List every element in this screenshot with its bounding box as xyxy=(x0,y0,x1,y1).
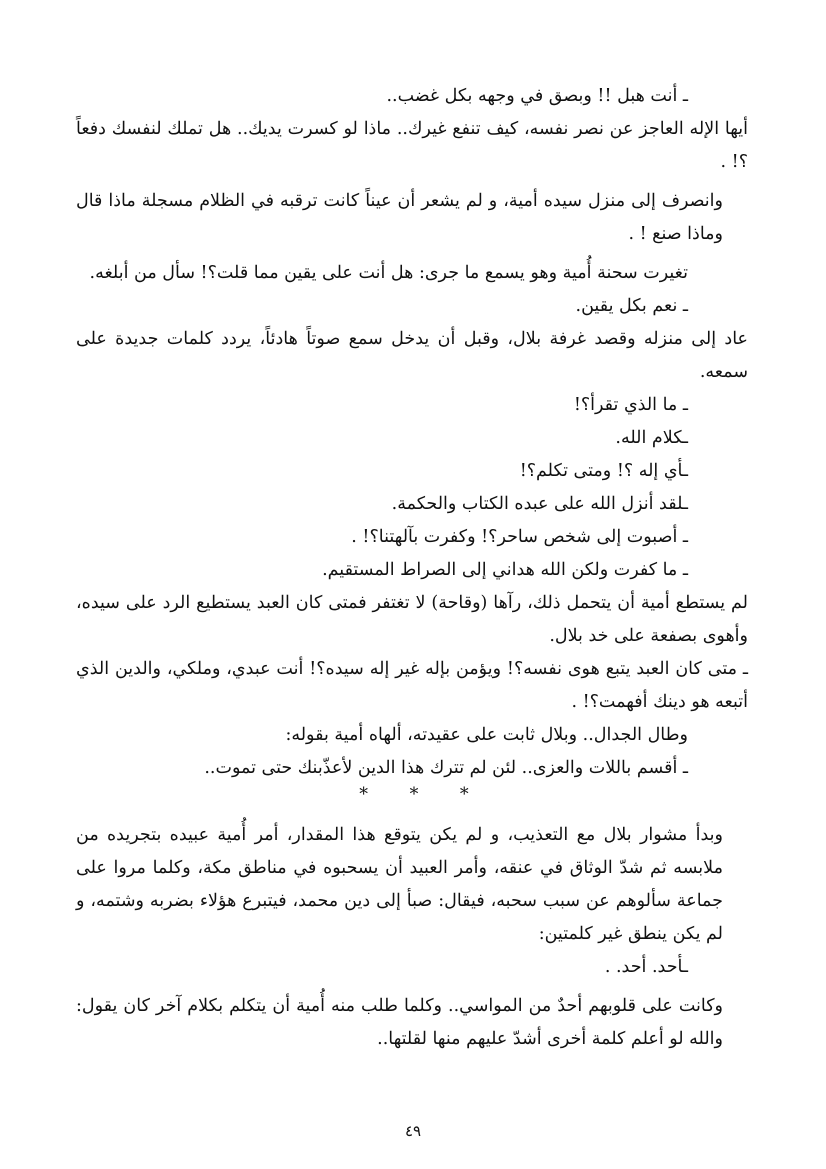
paragraph: لم يستطع أمية أن يتحمل ذلك، رآها (وقاحة) لا تغتفر فمتى كان العبد يستطيع الرد على سيده، وأهوى بصفعة على خد بلال. xyxy=(76,593,748,646)
paragraph: وبدأ مشوار بلال مع التعذيب، و لم يكن يتوقع هذا المقدار، أمر أُمية عبيده بتجريده من ملابسه ثم شدّ الوثاق في عنقه، وأمر العبيد أن يسحبوه في مناطق مكة، وكلما مروا على جماعة سألوهم عن سبب سحبه، فيقال: صبأ إلى دين محمد، فيتبرع هؤلاء بضربه وشتمه، و لم يكن ينطق غير كلمتين: xyxy=(76,825,723,944)
paragraph: ـأحد. أحد. . xyxy=(604,957,688,977)
paragraph: تغيرت سحنة أُمية وهو يسمع ما جرى: هل أنت على يقين مما قلت؟! سأل من أبلغه. xyxy=(89,263,688,283)
page-number: ٤٩ xyxy=(404,1122,422,1140)
paragraph: ـ أنت هبل !! وبصق في وجهه بكل غضب.. xyxy=(386,86,688,106)
paragraph: وكانت على قلوبهم أحدٌ من المواسي.. وكلما طلب منه أُمية أن يتكلم بكلام آخر كان يقول: والله لو أعلم كلمة أخرى أشدّ عليهم منها لقلتها.. xyxy=(76,996,723,1049)
paragraph: وطال الجدال.. وبلال ثابت على عقيدته، ألهاه أمية بقوله: xyxy=(285,725,688,745)
paragraph: وانصرف إلى منزل سيده أمية، و لم يشعر أن عيناً كانت ترقبه في الظلام مسجلة ماذا قال وماذا صنع ! . xyxy=(76,191,723,244)
paragraph: ـ ما الذي تقرأ؟! xyxy=(573,395,688,415)
paragraph: ـ ما كفرت ولكن الله هداني إلى الصراط المستقيم. xyxy=(322,560,688,580)
paragraph: ـ متى كان العبد يتبع هوى نفسه؟! ويؤمن بإله غير إله سيده؟! أنت عبدي، وملكي، والدين الذي أتبعه هو دينك أفهمت؟! . xyxy=(76,659,748,712)
paragraph: ـ أصبوت إلى شخص ساحر؟! وكفرت بآلهتنا؟! . xyxy=(351,527,688,547)
paragraph: ـ أقسم باللات والعزى.. لئن لم تترك هذا الدين لأعذّبنك حتى تموت.. xyxy=(204,758,688,778)
paragraph: ـكلام الله. xyxy=(615,428,688,448)
paragraph: ـأي إله ؟! ومتى تكلم؟! xyxy=(519,461,688,481)
paragraph: ـ نعم بكل يقين. xyxy=(575,296,688,316)
paragraph: ـلقد أنزل الله على عبده الكتاب والحكمة. xyxy=(391,494,688,514)
paragraph: عاد إلى منزله وقصد غرفة بلال، وقبل أن يدخل سمع صوتاً هادئاً، يردد كلمات جديدة على سمعه. xyxy=(76,329,748,382)
section-divider: * * * xyxy=(359,785,487,805)
paragraph: أيها الإله العاجز عن نصر نفسه، كيف تنفع غيرك.. ماذا لو كسرت يديك.. هل تملك لنفسك دفعاً ؟! . xyxy=(76,119,748,172)
body-text xyxy=(76,80,748,1056)
